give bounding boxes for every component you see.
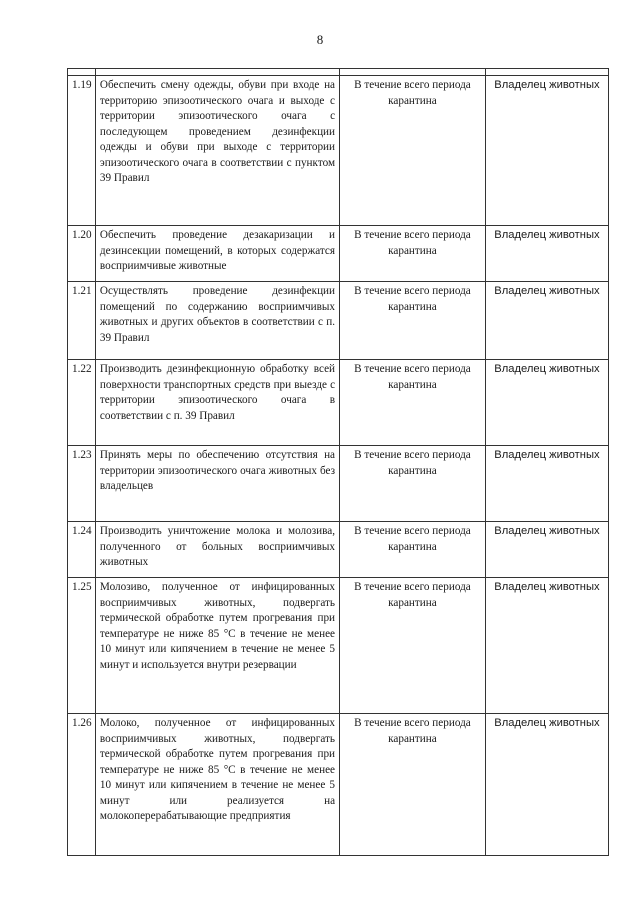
- item-number-cell: [68, 522, 96, 578]
- item-period-cell: [340, 282, 486, 360]
- item-action: Молоко, полученное от инфицированных восприимчивых животных, подвергать термической обработке путем прогревания при температуре не ниже 85 °С в течение не менее 10 минут или кипячением в течение не менее 5 минут или реализуется на молокоперерабатывающие предприятия: [99, 717, 336, 822]
- item-period-cell: [340, 360, 486, 446]
- table-row: [68, 578, 609, 714]
- item-number-cell: [68, 714, 96, 856]
- item-number: 1.23: [72, 449, 92, 461]
- item-action-cell: [95, 76, 339, 226]
- item-number: 1.19: [72, 79, 92, 91]
- item-action-cell: [95, 360, 339, 446]
- item-period: В течение всего периода карантина: [354, 285, 471, 313]
- item-number: 1.20: [72, 229, 92, 241]
- item-responsible: Владелец животных: [494, 525, 600, 537]
- item-responsible: Владелец животных: [494, 581, 600, 593]
- item-action-cell: [95, 714, 339, 856]
- item-responsible: Владелец животных: [494, 363, 600, 375]
- table-row: [68, 714, 609, 856]
- item-number-cell: [68, 578, 96, 714]
- item-responsible-cell: [485, 226, 608, 282]
- item-number: 1.21: [72, 285, 92, 297]
- item-responsible-cell: [485, 578, 608, 714]
- item-period-cell: [340, 522, 486, 578]
- table-top-row: [68, 69, 609, 76]
- item-responsible-cell: [485, 522, 608, 578]
- item-action-cell: [95, 578, 339, 714]
- item-period: В течение всего периода карантина: [354, 229, 471, 257]
- item-period: В течение всего периода карантина: [354, 79, 471, 107]
- item-action-cell: [95, 446, 339, 522]
- item-period: В течение всего периода карантина: [354, 717, 471, 745]
- item-action: Принять меры по обеспечению отсутствия на территории эпизоотического очага животных без владельцев: [99, 449, 336, 492]
- item-action: Молозиво, полученное от инфицированных восприимчивых животных, подвергать термической обработке путем прогревания при температуре не ниже 85 °С в течение не менее 10 минут или кипячением в течение не менее 5 минут и используется внутри резервации: [99, 581, 336, 671]
- item-period: В течение всего периода карантина: [354, 449, 471, 477]
- table-row: [68, 360, 609, 446]
- item-responsible: Владелец животных: [494, 717, 600, 729]
- item-action: Обеспечить проведение дезакаризации и дезинсекции помещений, в которых содержатся восприимчивые животные: [99, 229, 336, 272]
- item-period-cell: [340, 76, 486, 226]
- table-row: [68, 282, 609, 360]
- item-responsible-cell: [485, 714, 608, 856]
- item-action: Обеспечить смену одежды, обуви при входе на территорию эпизоотического очага и выходе с территории эпизоотического очага с последующем проведением дезинфекции одежды и обуви при выходе с территории эпизоотического очага в соответствии с пунктом 39 Правил: [99, 79, 336, 184]
- item-responsible-cell: [485, 282, 608, 360]
- item-responsible: Владелец животных: [494, 229, 600, 241]
- table-row: [68, 226, 609, 282]
- item-responsible-cell: [485, 76, 608, 226]
- item-period-cell: [340, 578, 486, 714]
- item-number-cell: [68, 76, 96, 226]
- item-number-cell: [68, 282, 96, 360]
- item-period-cell: [340, 226, 486, 282]
- item-action: Осуществлять проведение дезинфекции помещений по содержанию восприимчивых животных и других объектов в соответствии с п. 39 Правил: [99, 285, 336, 344]
- table-row: [68, 446, 609, 522]
- measures-table: [67, 68, 609, 856]
- item-number: 1.22: [72, 363, 92, 375]
- item-period-cell: [340, 714, 486, 856]
- item-action: Производить дезинфекционную обработку всей поверхности транспортных средств при выезде с территории эпизоотического очага в соответствии с п. 39 Правил: [99, 363, 336, 422]
- item-action: Производить уничтожение молока и молозива, полученного от больных восприимчивых животных: [99, 525, 336, 568]
- item-period: В течение всего периода карантина: [354, 525, 471, 553]
- item-number-cell: [68, 226, 96, 282]
- table-row: [68, 522, 609, 578]
- item-responsible-cell: [485, 360, 608, 446]
- item-action-cell: [95, 282, 339, 360]
- item-number: 1.26: [72, 717, 92, 729]
- item-action-cell: [95, 522, 339, 578]
- table-row: [68, 76, 609, 226]
- item-number-cell: [68, 446, 96, 522]
- item-responsible: Владелец животных: [494, 449, 600, 461]
- item-number: 1.25: [72, 581, 92, 593]
- item-responsible-cell: [485, 446, 608, 522]
- item-number: 1.24: [72, 525, 92, 537]
- item-number-cell: [68, 360, 96, 446]
- item-responsible: Владелец животных: [494, 285, 600, 297]
- item-period: В течение всего периода карантина: [354, 363, 471, 391]
- item-action-cell: [95, 226, 339, 282]
- page-number: 8: [316, 32, 324, 47]
- item-responsible: Владелец животных: [494, 79, 600, 91]
- item-period: В течение всего периода карантина: [354, 581, 471, 609]
- item-period-cell: [340, 446, 486, 522]
